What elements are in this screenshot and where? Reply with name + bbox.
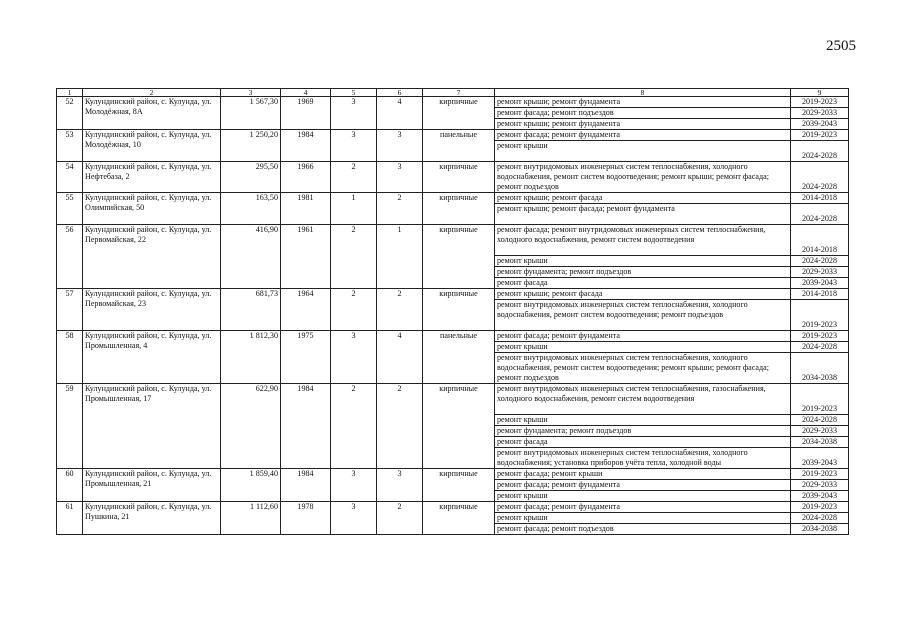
material-cell: кирпичные [423,469,495,502]
floors-cell: 1 [331,193,377,225]
table-body [57,89,849,535]
work-description-cell: ремонт внутридомовых инженерных систем теплоснабжения, холодного водоснабжения; установка приборов учёта тепла, холодной воды [495,448,791,469]
area-cell: 1 812,30 [221,331,281,384]
entrances-cell: 3 [377,130,423,162]
work-description-cell: ремонт крыши; ремонт фундамента [495,97,791,108]
period-cell: 2029-2033 [791,426,849,437]
entrances-cell: 3 [377,162,423,193]
record-number: 55 [57,193,83,225]
floors-cell: 3 [331,502,377,535]
work-description-cell: ремонт фасада; ремонт подъездов [495,524,791,535]
year-cell: 1984 [281,384,331,469]
entrances-cell: 2 [377,502,423,535]
material-cell: кирпичные [423,384,495,469]
area-cell: 295,50 [221,162,281,193]
column-number: 6 [377,89,423,97]
record-number: 61 [57,502,83,535]
period-cell: 2024-2028 [791,204,849,225]
period-cell: 2024-2028 [791,162,849,193]
address-cell: Кулундинский район, с. Кулунда, ул. Первомайская, 22 [83,225,221,289]
work-description-cell: ремонт крыши; ремонт фасада [495,193,791,204]
year-cell: 1984 [281,130,331,162]
table-row [57,289,849,300]
column-number: 4 [281,89,331,97]
period-cell: 2029-2033 [791,267,849,278]
column-number-row [57,89,849,97]
column-number: 3 [221,89,281,97]
address-cell: Кулундинский район, с. Кулунда, ул. Молодёжная, 10 [83,130,221,162]
year-cell: 1981 [281,193,331,225]
column-number: 8 [495,89,791,97]
year-cell: 1964 [281,289,331,331]
period-cell: 2039-2043 [791,119,849,130]
area-cell: 622,90 [221,384,281,469]
floors-cell: 3 [331,331,377,384]
table-row [57,130,849,141]
floors-cell: 2 [331,384,377,469]
work-description-cell: ремонт фасада [495,278,791,289]
floors-cell: 2 [331,289,377,331]
housing-repair-table [56,88,849,535]
record-number: 56 [57,225,83,289]
work-description-cell: ремонт внутридомовых инженерных систем теплоснабжения, холодного водоснабжения, ремонт систем водоотведения; ремонт крыши; ремонт фасада; ремонт подъездов [495,162,791,193]
table-row [57,384,849,415]
period-cell: 2019-2023 [791,469,849,480]
period-cell: 2029-2033 [791,480,849,491]
page-number: 2505 [826,38,856,54]
work-description-cell: ремонт фасада; ремонт подъездов [495,108,791,119]
work-description-cell: ремонт фасада; ремонт фундамента [495,502,791,513]
material-cell: кирпичные [423,97,495,130]
record-number: 57 [57,289,83,331]
work-description-cell: ремонт фундамента; ремонт подъездов [495,267,791,278]
work-description-cell: ремонт крыши [495,141,791,162]
work-description-cell: ремонт фасада [495,437,791,448]
material-cell: кирпичные [423,289,495,331]
table-row [57,162,849,193]
column-number: 7 [423,89,495,97]
period-cell: 2019-2023 [791,300,849,331]
record-number: 53 [57,130,83,162]
period-cell: 2034-2038 [791,524,849,535]
period-cell: 2014-2018 [791,193,849,204]
address-cell: Кулундинский район, с. Кулунда, ул. Промышленная, 21 [83,469,221,502]
column-number: 1 [57,89,83,97]
area-cell: 163,50 [221,193,281,225]
material-cell: панельные [423,130,495,162]
period-cell: 2024-2028 [791,415,849,426]
area-cell: 416,90 [221,225,281,289]
work-description-cell: ремонт крыши [495,415,791,426]
entrances-cell: 3 [377,469,423,502]
area-cell: 1 112,60 [221,502,281,535]
entrances-cell: 1 [377,225,423,289]
address-cell: Кулундинский район, с. Кулунда, ул. Промышленная, 4 [83,331,221,384]
work-description-cell: ремонт фасада; ремонт внутридомовых инженерных систем теплоснабжения, холодного водоснабжения, ремонт систем водоотведения [495,225,791,256]
record-number: 58 [57,331,83,384]
period-cell: 2024-2028 [791,342,849,353]
period-cell: 2014-2018 [791,225,849,256]
work-description-cell: ремонт фасада; ремонт фундамента [495,480,791,491]
period-cell: 2019-2023 [791,331,849,342]
column-number: 5 [331,89,377,97]
material-cell: кирпичные [423,225,495,289]
material-cell: кирпичные [423,162,495,193]
entrances-cell: 4 [377,97,423,130]
work-description-cell: ремонт крыши; ремонт фасада [495,289,791,300]
entrances-cell: 2 [377,193,423,225]
work-description-cell: ремонт крыши [495,513,791,524]
address-cell: Кулундинский район, с. Кулунда, ул. Нефтебаза, 2 [83,162,221,193]
entrances-cell: 2 [377,384,423,469]
floors-cell: 3 [331,130,377,162]
work-description-cell: ремонт крыши [495,342,791,353]
period-cell: 2019-2023 [791,384,849,415]
period-cell: 2019-2023 [791,502,849,513]
period-cell: 2039-2043 [791,278,849,289]
material-cell: кирпичные [423,502,495,535]
floors-cell: 3 [331,97,377,130]
table-row [57,193,849,204]
work-description-cell: ремонт фасада; ремонт крыши [495,469,791,480]
record-number: 52 [57,97,83,130]
record-number: 54 [57,162,83,193]
material-cell: кирпичные [423,193,495,225]
period-cell: 2024-2028 [791,256,849,267]
period-cell: 2034-2038 [791,353,849,384]
table-row [57,331,849,342]
period-cell: 2039-2043 [791,491,849,502]
work-description-cell: ремонт фундамента; ремонт подъездов [495,426,791,437]
work-description-cell: ремонт крыши [495,491,791,502]
year-cell: 1978 [281,502,331,535]
work-description-cell: ремонт крыши; ремонт фундамента [495,119,791,130]
floors-cell: 2 [331,162,377,193]
period-cell: 2034-2038 [791,437,849,448]
address-cell: Кулундинский район, с. Кулунда, ул. Олимпийская, 50 [83,193,221,225]
period-cell: 2014-2018 [791,289,849,300]
material-cell: панельные [423,331,495,384]
area-cell: 1 567,30 [221,97,281,130]
record-number: 60 [57,469,83,502]
table-row [57,225,849,256]
area-cell: 1 250,20 [221,130,281,162]
year-cell: 1969 [281,97,331,130]
work-description-cell: ремонт крыши [495,256,791,267]
period-cell: 2019-2023 [791,97,849,108]
period-cell: 2024-2028 [791,141,849,162]
table-row [57,469,849,480]
column-number: 2 [83,89,221,97]
address-cell: Кулундинский район, с. Кулунда, ул. Первомайская, 23 [83,289,221,331]
period-cell: 2029-2033 [791,108,849,119]
table-row [57,502,849,513]
address-cell: Кулундинский район, с. Кулунда, ул. Промышленная, 17 [83,384,221,469]
address-cell: Кулундинский район, с. Кулунда, ул. Пушкина, 21 [83,502,221,535]
year-cell: 1984 [281,469,331,502]
entrances-cell: 4 [377,331,423,384]
area-cell: 1 859,40 [221,469,281,502]
floors-cell: 2 [331,225,377,289]
year-cell: 1966 [281,162,331,193]
work-description-cell: ремонт внутридомовых инженерных систем теплоснабжения, холодного водоснабжения, ремонт систем водоотведения; ремонт подъездов [495,300,791,331]
floors-cell: 3 [331,469,377,502]
table-row [57,97,849,108]
address-cell: Кулундинский район, с. Кулунда, ул. Молодёжная, 8А [83,97,221,130]
work-description-cell: ремонт фасада; ремонт фундамента [495,130,791,141]
period-cell: 2024-2028 [791,513,849,524]
work-description-cell: ремонт внутридомовых инженерных систем теплоснабжения, холодного водоснабжения, ремонт систем водоотведения; ремонт крыши; ремонт фасада; ремонт подъездов [495,353,791,384]
year-cell: 1961 [281,225,331,289]
work-description-cell: ремонт внутридомовых инженерных систем теплоснабжения, газоснабжения, холодного водоснабжения, ремонт систем водоотведения [495,384,791,415]
period-cell: 2039-2043 [791,448,849,469]
record-number: 59 [57,384,83,469]
entrances-cell: 2 [377,289,423,331]
work-description-cell: ремонт фасада; ремонт фундамента [495,331,791,342]
period-cell: 2019-2023 [791,130,849,141]
year-cell: 1975 [281,331,331,384]
column-number: 9 [791,89,849,97]
area-cell: 681,73 [221,289,281,331]
work-description-cell: ремонт крыши; ремонт фасада; ремонт фундамента [495,204,791,225]
